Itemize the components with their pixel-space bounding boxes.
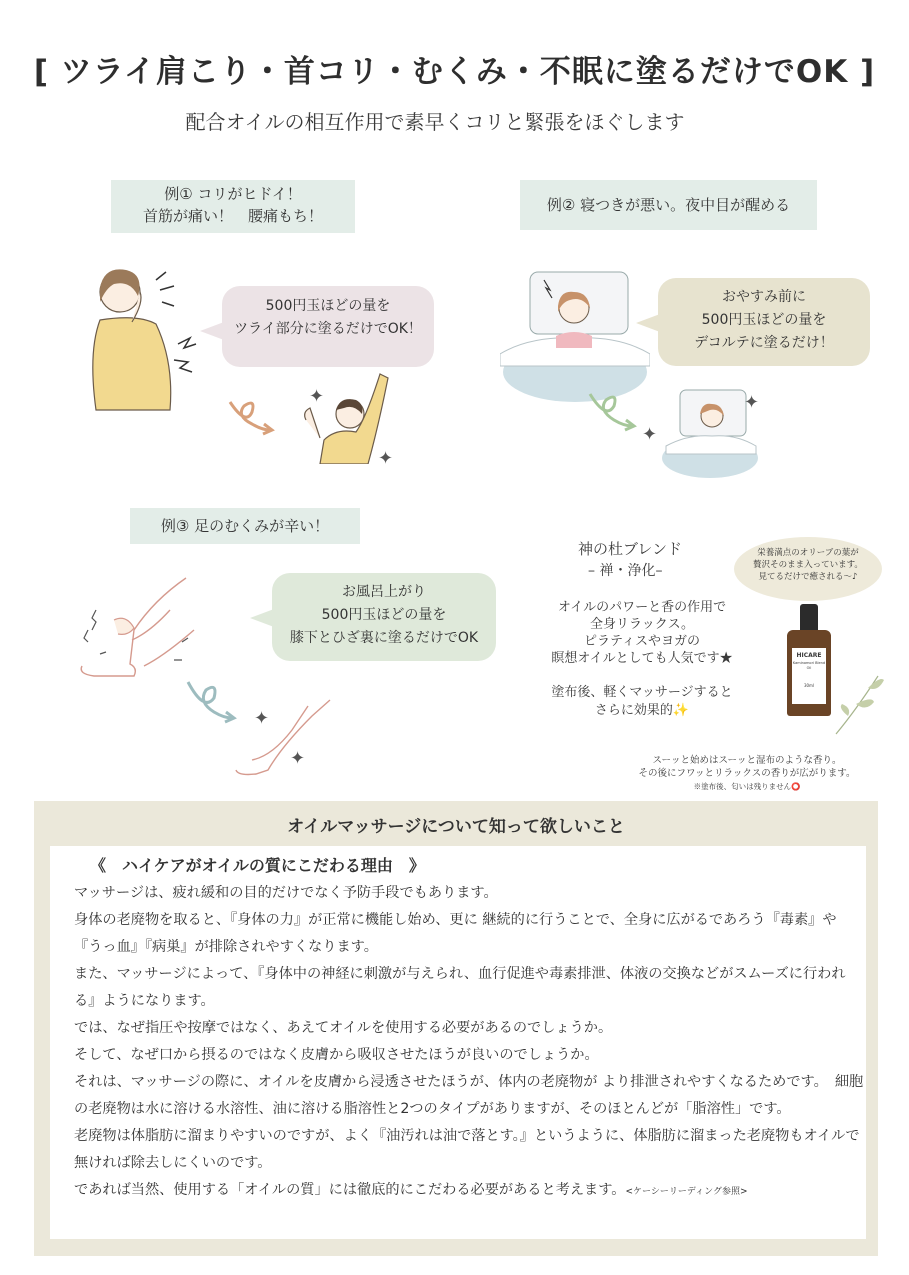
example-3-bubble-line: 500円玉ほどの量を bbox=[321, 607, 447, 623]
sparkle-icon: ✦ bbox=[290, 748, 306, 769]
woman-shoulder-pain-illustration bbox=[78, 262, 208, 412]
sparkle-icon: ✦ bbox=[309, 386, 325, 407]
example-2-label bbox=[520, 180, 817, 230]
product-note-bubble bbox=[734, 537, 882, 601]
example-2-bubble-line: デコルテに塗るだけ！ bbox=[694, 335, 834, 351]
info-last-text: であれば当然、使用する「オイルの質」には徹底的にこだわる必要があると考えます。 bbox=[74, 1182, 626, 1198]
swirl-arrow-icon bbox=[586, 386, 638, 436]
example-2-bubble bbox=[658, 278, 870, 366]
scent-description bbox=[612, 754, 882, 793]
sparkle-icon: ✦ bbox=[744, 392, 760, 413]
girl-sleepless-illustration bbox=[500, 262, 650, 402]
product-desc-line: さらに効果的✨ bbox=[594, 703, 690, 718]
info-paragraph-last bbox=[74, 1177, 864, 1206]
reason-title: 《 ハイケアがオイルの質にこだわる理由 》 bbox=[90, 856, 425, 875]
example-1-bubble-line: 500円玉ほどの量を bbox=[265, 298, 391, 314]
olive-leaf-icon bbox=[830, 670, 886, 736]
example-3-bubble bbox=[272, 573, 496, 661]
example-1-bubble bbox=[222, 286, 434, 367]
bottle-volume: 30ml bbox=[803, 683, 815, 688]
note-line: 見てるだけで癒される〜♪ bbox=[758, 572, 858, 582]
example-1-label-line: 首筋が痛い！ 腰痛もち！ bbox=[142, 207, 323, 225]
example-1-label-line: 例① コリがヒドイ！ bbox=[164, 185, 302, 203]
example-3-label-line: 例③ 足のむくみが辛い！ bbox=[160, 517, 330, 535]
product-name: 神の杜ブレンド bbox=[578, 540, 683, 558]
product-description bbox=[528, 599, 756, 667]
swollen-legs-illustration bbox=[74, 570, 204, 682]
scent-line: スーッと始めはスーッと湿布のような香り。 bbox=[652, 755, 842, 766]
example-1-label bbox=[111, 180, 355, 233]
example-3-bubble-line: お風呂上がり bbox=[342, 584, 426, 600]
info-paragraph: 身体の老廃物を取ると、『身体の力』が正常に機能し始め、更に 継続的に行うことで、全身に広がるであろう『毒素』や『うっ血』『病巣』が排除されやすくなります。 bbox=[74, 912, 837, 955]
swirl-arrow-icon bbox=[226, 392, 276, 440]
scent-line: その後にフワッとリラックスの香りが広がります。 bbox=[638, 768, 856, 779]
product-description-2 bbox=[528, 684, 756, 720]
example-2-bubble-line: おやすみ前に bbox=[722, 289, 806, 305]
info-paragraph: そして、なぜ口から摂るのではなく皮膚から吸収させたほうが良いのでしょうか。 bbox=[74, 1047, 599, 1063]
info-paragraph: また、マッサージによって、『身体中の神経に刺激が与えられ、血行促進や毒素排泄、体液の交換などがスムーズに行われる』ようになります。 bbox=[74, 966, 846, 1009]
slim-legs-illustration bbox=[232, 696, 336, 778]
product-desc-line: 塗布後、軽くマッサージすると bbox=[551, 685, 733, 700]
example-3-bubble-line: 膝下とひざ裏に塗るだけでOK bbox=[289, 630, 479, 646]
note-line: 栄養満点のオリーブの葉が bbox=[757, 548, 859, 558]
product-desc-line: 全身リラックス。 bbox=[589, 617, 694, 632]
product-tagline: – 禅・浄化– bbox=[588, 563, 663, 579]
reference-note: <ケーシーリーディング参照> bbox=[625, 1187, 748, 1197]
example-3-label bbox=[130, 508, 360, 544]
bottle-sub: Kaminomori Blend Oil bbox=[792, 661, 826, 670]
product-desc-line: 瞑想オイルとしても人気です★ bbox=[551, 651, 733, 666]
example-1-bubble-line: ツライ部分に塗るだけでOK！ bbox=[234, 321, 422, 337]
page-title: [ ツライ肩こり・首コリ・むくみ・不眠に塗るだけでOK ] bbox=[33, 54, 876, 90]
note-line: 贅沢そのまま入っています。 bbox=[753, 560, 863, 570]
product-desc-line: ピラティスやヨガの bbox=[584, 634, 700, 649]
info-paragraph: 老廃物は体脂肪に溜まりやすいのですが、よく『油汚れは油で落とす。』というように、体脂肪に溜まった老廃物もオイルで無ければ除去しにくいのです。 bbox=[74, 1128, 860, 1171]
info-paragraph: それは、マッサージの際に、オイルを皮膚から浸透させたほうが、体内の老廃物が より排泄されやすくなるためです。 細胞の老廃物は水に溶ける水溶性、油に溶ける脂溶性と2つのタイプがありますが、そのほとんどが「脂溶性」です。 bbox=[74, 1074, 864, 1117]
page-subtitle: 配合オイルの相互作用で素早くコリと緊張をほぐします bbox=[185, 110, 685, 134]
product-desc-line: オイルのパワーと香の作用で bbox=[557, 600, 727, 615]
info-body bbox=[74, 880, 864, 1206]
example-2-bubble-line: 500円玉ほどの量を bbox=[701, 312, 827, 328]
sparkle-icon: ✦ bbox=[642, 424, 658, 445]
info-paragraph: マッサージは、疲れ緩和の目的だけでなく予防手段でもあります。 bbox=[74, 885, 498, 901]
scent-note: ※塗布後、匂いは残りません⭕ bbox=[693, 782, 801, 791]
sparkle-icon: ✦ bbox=[254, 708, 270, 729]
sparkle-icon: ✦ bbox=[378, 448, 394, 469]
bottle-brand: HICARE bbox=[796, 652, 822, 659]
info-heading: オイルマッサージについて知って欲しいこと bbox=[287, 817, 625, 837]
swirl-arrow-icon bbox=[184, 676, 238, 728]
product-bottle bbox=[787, 604, 831, 716]
info-paragraph: では、なぜ指圧や按摩ではなく、あえてオイルを使用する必要があるのでしょうか。 bbox=[74, 1020, 613, 1036]
example-2-label-line: 例② 寝つきが悪い。夜中目が醒める bbox=[546, 196, 791, 214]
